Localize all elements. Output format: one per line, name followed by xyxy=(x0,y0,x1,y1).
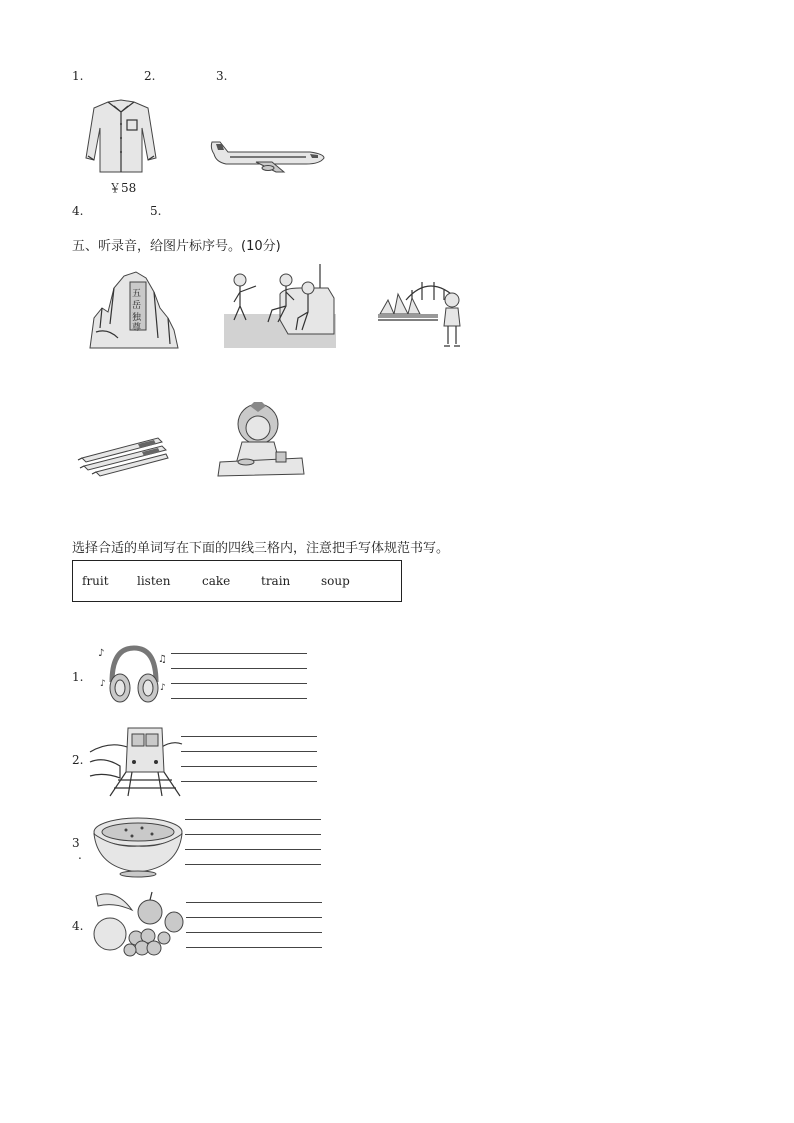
pens-picture xyxy=(78,434,170,474)
writing-lines-1[interactable] xyxy=(171,653,307,701)
item-number-4: 4. xyxy=(72,204,84,218)
svg-text:♪: ♪ xyxy=(98,648,105,659)
word-bank-box xyxy=(72,560,402,602)
shirt-picture xyxy=(84,98,158,176)
soup-bowl-picture xyxy=(92,814,184,878)
shirt-price: ￥58 xyxy=(109,181,137,195)
svg-text:尊: 尊 xyxy=(132,323,142,333)
item-number-5: 5. xyxy=(150,204,162,218)
item-number-2: 2. xyxy=(144,69,156,83)
writing-lines-4[interactable] xyxy=(186,902,322,950)
section-5-heading: 五、听录音，给图片标序号。(10分) xyxy=(72,239,281,254)
writing-item-number-1: 1. xyxy=(72,670,84,684)
word-bank-item: fruit xyxy=(82,574,109,588)
writing-lines-3[interactable] xyxy=(185,819,321,867)
girl-cooking-picture xyxy=(216,398,306,480)
svg-text:♫: ♫ xyxy=(158,654,167,665)
svg-text:岳: 岳 xyxy=(132,301,142,311)
svg-text:五: 五 xyxy=(132,289,142,299)
word-bank-item: soup xyxy=(321,574,350,588)
stray-mark: . xyxy=(78,848,82,862)
family-sofa-picture xyxy=(224,264,336,348)
svg-text:♪: ♪ xyxy=(100,679,106,689)
word-bank-item: train xyxy=(261,574,291,588)
airplane-picture xyxy=(206,138,326,174)
writing-item-number-2: 2. xyxy=(72,753,84,767)
svg-text:♪: ♪ xyxy=(160,683,166,693)
writing-lines-2[interactable] xyxy=(181,736,317,784)
headphones-picture xyxy=(98,642,168,706)
item-number-3: 3. xyxy=(216,69,228,83)
fruit-picture xyxy=(92,888,184,962)
svg-text:独: 独 xyxy=(132,313,142,323)
word-bank-item: listen xyxy=(137,574,171,588)
writing-item-number-3: 3 xyxy=(72,836,80,850)
opera-house-boy-picture xyxy=(378,270,470,350)
mountain-inscription-picture xyxy=(88,268,180,350)
writing-item-number-4: 4. xyxy=(72,919,84,933)
writing-instruction: 选择合适的单词写在下面的四线三格内，注意把手写体规范书写。 xyxy=(72,541,450,556)
train-picture xyxy=(90,722,182,796)
word-bank-item: cake xyxy=(202,574,231,588)
item-number-1: 1. xyxy=(72,69,84,83)
